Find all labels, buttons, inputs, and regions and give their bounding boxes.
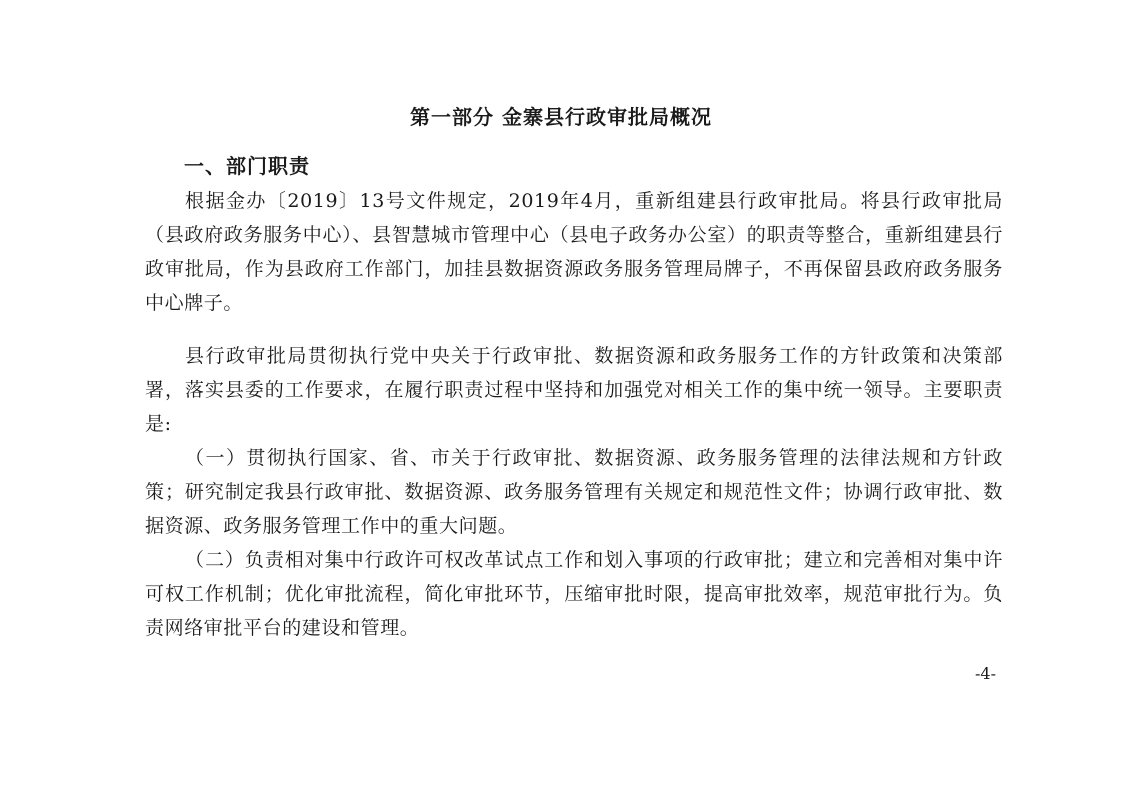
- paragraph-responsibility-2: （二）负责相对集中行政许可权改革试点工作和划入事项的行政审批；建立和完善相对集中许可权工作机制；优化审批流程，简化审批环节，压缩审批时限，提高审批效率，规范审批行为。负责网络审批平台的建设和管理。: [145, 549, 1003, 639]
- page-title: 第一部分 金寨县行政审批局概况: [410, 105, 712, 129]
- paragraph-responsibility-1: （一）贯彻执行国家、省、市关于行政审批、数据资源、政务服务管理的法律法规和方针政策；研究制定我县行政审批、数据资源、政务服务管理有关规定和规范性文件；协调行政审批、数据资源、政务服务管理工作中的重大问题。: [145, 447, 1003, 537]
- paragraph-department-reorganization: 根据金办〔2019〕13号文件规定，2019年4月，重新组建县行政审批局。将县行政审批局（县政府政务服务中心）、县智慧城市管理中心（县电子政务办公室）的职责等整合，重新组建县行政审批局，作为县政府工作部门，加挂县数据资源政务服务管理局牌子，不再保留县政府政务服务中心牌子。: [145, 190, 1003, 314]
- paragraph-main-responsibilities-intro: 县行政审批局贯彻执行党中央关于行政审批、数据资源和政务服务工作的方针政策和决策部署，落实县委的工作要求，在履行职责过程中坚持和加强党对相关工作的集中统一领导。主要职责是:: [145, 345, 1003, 435]
- page-number: -4-: [975, 664, 996, 683]
- section-heading: 一、部门职责: [184, 154, 310, 178]
